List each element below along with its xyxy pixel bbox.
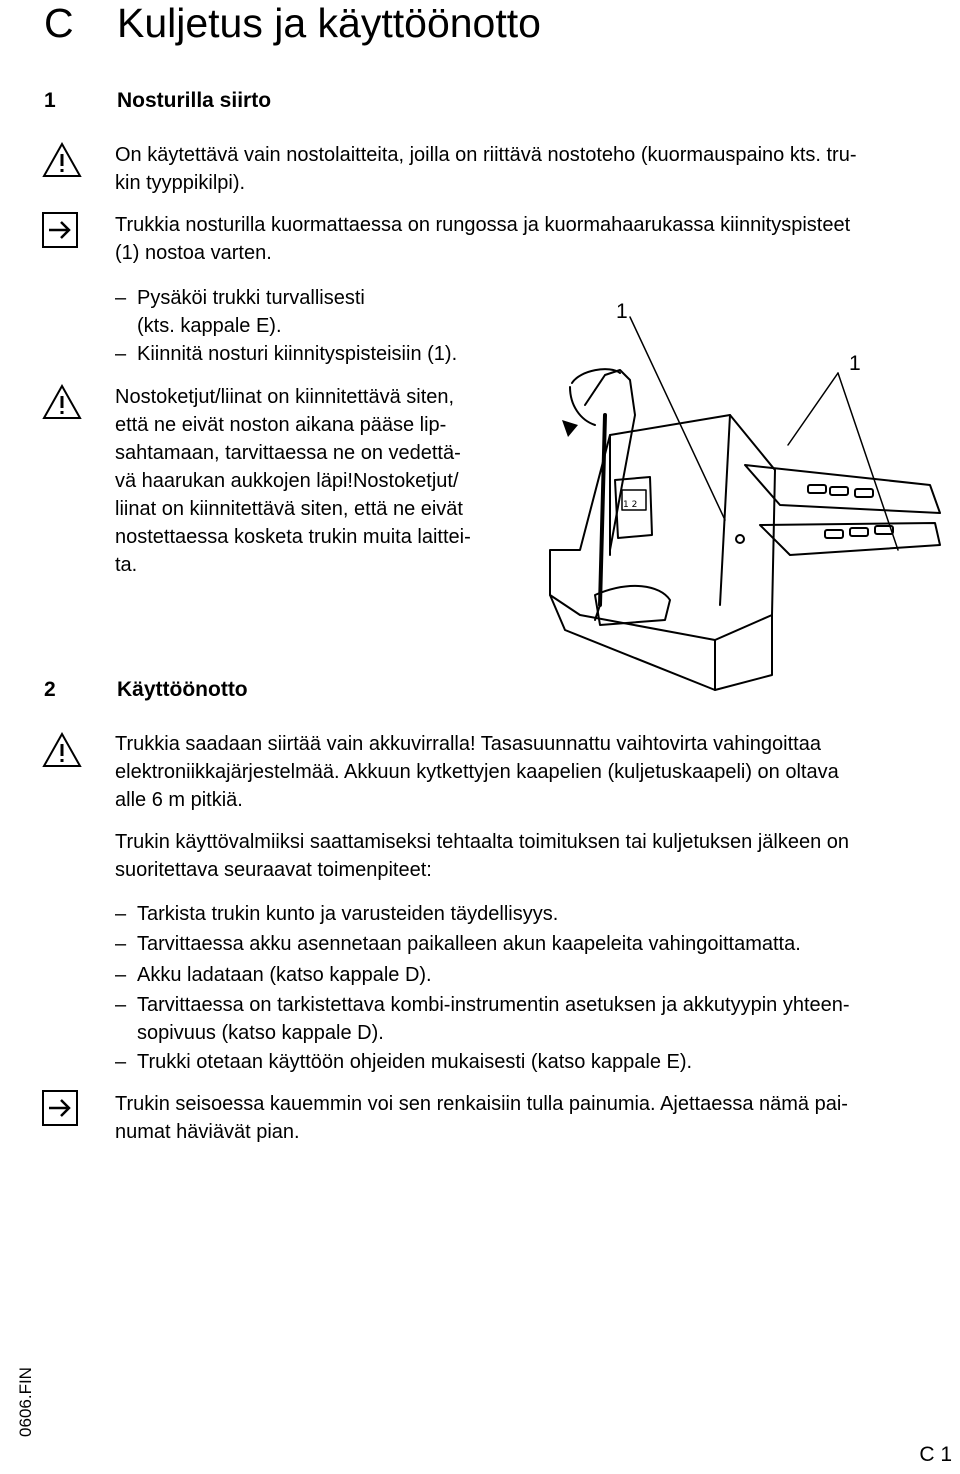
text-line: Trukkia saadaan siirtää vain akkuvirralla! Tasasuunnattu vaihtovirta vahingoittaa (115, 733, 821, 755)
text-line: Tarkista trukin kunto ja varusteiden täydellisyys. (137, 903, 559, 925)
warning-icon (42, 384, 82, 420)
list-dash: – (115, 1051, 127, 1073)
text-line: (1) nostoa varten. (115, 242, 272, 264)
section-2-title: Käyttöönotto (117, 678, 248, 701)
section-1-warning-2 (115, 383, 535, 579)
text-line: Pysäköi trukki turvallisesti (137, 287, 365, 309)
warning-icon (42, 142, 82, 178)
pallet-truck-figure (540, 295, 950, 700)
text-line: että ne eivät noston aikana pääse lip- (115, 414, 447, 436)
list-item (115, 930, 955, 958)
page-number: C 1 (919, 1443, 952, 1466)
list-dash: – (115, 903, 127, 925)
text-line: (kts. kappale E). (137, 315, 282, 337)
section-1-title: Nosturilla siirto (117, 89, 272, 112)
list-dash: – (115, 343, 127, 365)
chapter-letter: C (44, 0, 74, 46)
text-line: Kiinnitä nosturi kiinnityspisteisiin (1). (137, 343, 458, 365)
text-line: sahtamaan, tarvittaessa ne on vedettä- (115, 442, 461, 464)
text-line: Trukin seisoessa kauemmin voi sen renkaisiin tulla painumia. Ajettaessa nämä pai- (115, 1093, 848, 1115)
text-line: nostettaessa kosketa trukin muita laittei- (115, 526, 471, 548)
chapter-title: Kuljetus ja käyttöönotto (117, 0, 541, 46)
section-1-number: 1 (44, 89, 56, 112)
text-line: vä haarukan aukkojen läpi!Nostoketjut/ (115, 470, 459, 492)
text-line: ta. (115, 554, 138, 576)
warning-icon (42, 732, 82, 768)
text-line: elektroniikkajärjestelmää. Akkuun kytkettyjen kaapelien (kuljetuskaapeli) on oltava (115, 761, 839, 783)
control-panel-label: 1 2 (623, 500, 638, 510)
text-line: Akku ladataan (katso kappale D). (137, 964, 432, 986)
text-line: Trukkia nosturilla kuormattaessa on rungossa ja kuormahaarukassa kiinnityspisteet (115, 214, 851, 236)
section-2-number: 2 (44, 678, 56, 701)
section-1-warning-1 (115, 141, 955, 197)
list-item (115, 900, 955, 928)
note-arrow-icon (42, 1090, 78, 1126)
text-line: Tarvittaessa akku asennetaan paikalleen akun kaapeleita vahingoittamatta. (137, 933, 801, 955)
note-arrow-icon (42, 212, 78, 248)
text-line: Trukki otetaan käyttöön ohjeiden mukaisesti (katso kappale E). (137, 1051, 693, 1073)
section-2-note (115, 1090, 955, 1146)
list-item (115, 340, 535, 368)
text-line: sopivuus (katso kappale D). (137, 1022, 384, 1044)
text-line: suoritettava seuraavat toimenpiteet: (115, 859, 432, 881)
section-1-note (115, 211, 955, 267)
list-dash: – (115, 287, 127, 309)
section-2-intro (115, 828, 955, 884)
list-dash: – (115, 994, 127, 1016)
list-item (115, 991, 955, 1047)
list-dash: – (115, 933, 127, 955)
text-line: numat häviävät pian. (115, 1121, 300, 1143)
section-2-warning (115, 730, 955, 814)
text-line: Nostoketjut/liinat on kiinnitettävä siten, (115, 386, 455, 408)
callout-2: 1 (849, 352, 861, 375)
list-item (115, 961, 955, 989)
callout-1: 1 (616, 300, 628, 323)
text-line: Trukin käyttövalmiiksi saattamiseksi tehtaalta toimituksen tai kuljetuksen jälkeen on (115, 831, 850, 853)
text-line: alle 6 m pitkiä. (115, 789, 243, 811)
list-dash: – (115, 964, 127, 986)
list-item (115, 284, 535, 340)
text-line: kin tyyppikilpi). (115, 172, 246, 194)
text-line: On käytettävä vain nostolaitteita, joilla on riittävä nostoteho (kuormauspaino kts. tru- (115, 144, 857, 166)
text-line: Tarvittaessa on tarkistettava kombi-instrumentin asetuksen ja akkutyypin yhteen- (137, 994, 850, 1016)
text-line: liinat on kiinnitettävä siten, että ne eivät (115, 498, 463, 520)
list-item (115, 1048, 955, 1076)
document-code: 0606.FIN (16, 1367, 35, 1437)
